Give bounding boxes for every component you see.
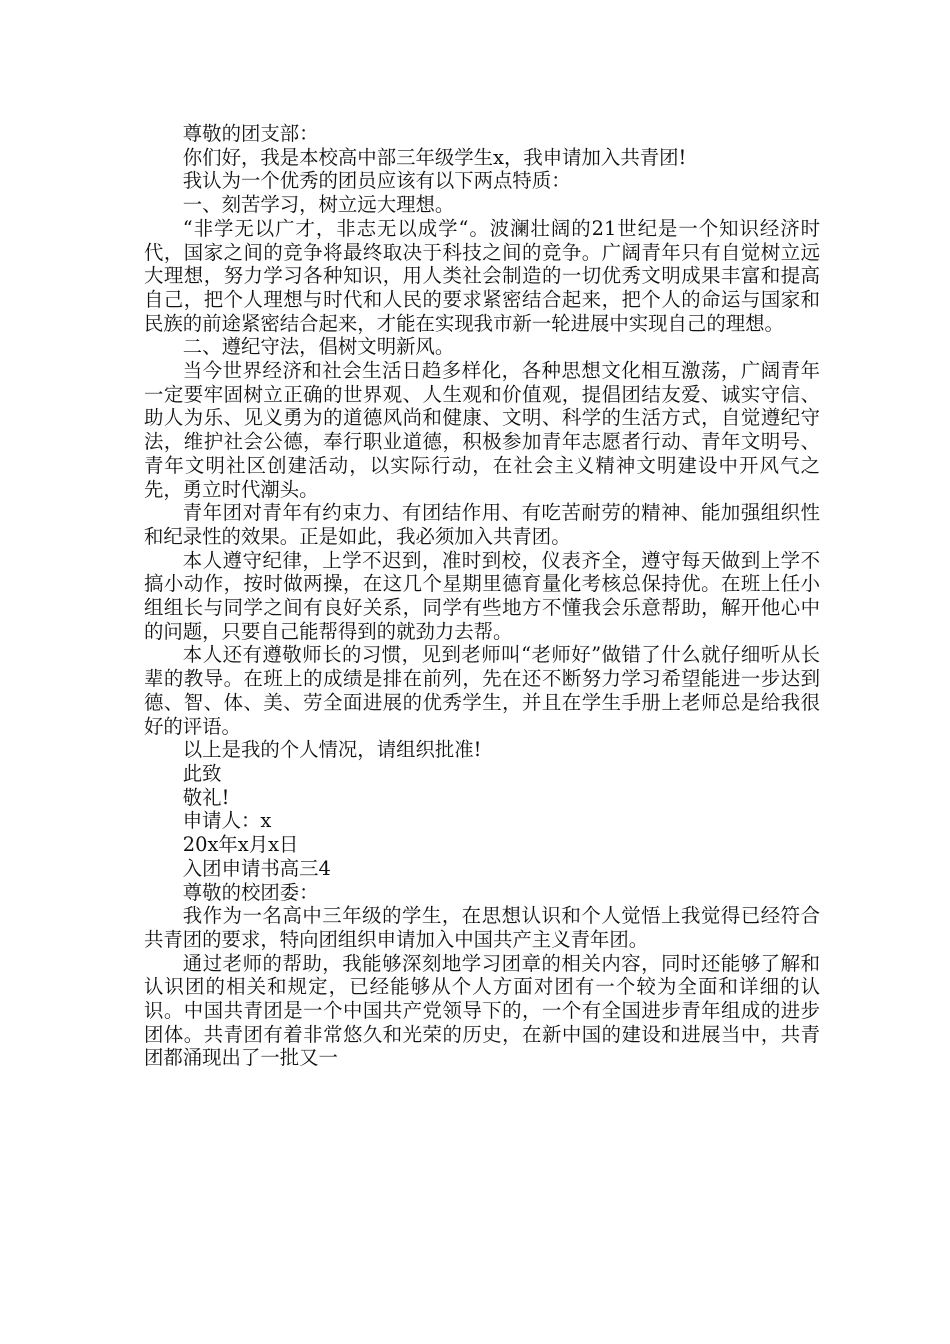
paragraph: 通过老师的帮助，我能够深刻地学习团章的相关内容，同时还能够了解和认识团的相关和规定，已经能够从个人方面对团有一个较为全面和详细的认识。中国共青团是一个中国共产党领导下的，一个有全国进步青年组成的进步团体。共青团有着非常悠久和光荣的历史，在新中国的建设和进展当中，共青团都涌现出了一批又一	[144, 951, 820, 1070]
closing-line: 此致	[182, 761, 222, 785]
paragraph: 当今世界经济和社会生活日趋多样化，各种思想文化相互激荡，广阔青年一定要牢固树立正确的世界观、人生观和价值观，提倡团结友爱、诚实守信、助人为乐、见义勇为的道德风尚和健康、文明、科学的生活方式，自觉遵纪守法，维护社会公德，奉行职业道德，积极参加青年志愿者行动、青年文明号、青年文明社区创建活动，以实际行动，在社会主义精神文明建设中开风气之先，勇立时代潮头。	[144, 359, 820, 501]
applicant-line: 申请人：x	[182, 809, 272, 833]
date-line: 20x年x月x日	[182, 833, 299, 857]
section-title: 入团申请书高三4	[182, 856, 331, 880]
section-heading-2: 二、遵纪守法，倡树文明新风。	[182, 335, 455, 359]
document-body	[144, 122, 820, 1070]
closing-salute: 敬礼!	[182, 785, 230, 809]
paragraph: 你们好，我是本校高中部三年级学生x，我申请加入共青团!	[182, 145, 687, 169]
paragraph: 本人还有遵敬师长的习惯，见到老师叫“老师好”做错了什么就仔细听从长辈的教导。在班上的成绩是排在前列，先在还不断努力学习希望能进一步达到德、智、体、美、劳全面进展的优秀学生，并且在学生手册上老师总是给我很好的评语。	[144, 643, 820, 738]
closing-request: 以上是我的个人情况，请组织批准!	[182, 738, 482, 762]
paragraph: 我认为一个优秀的团员应该有以下两点特质：	[182, 169, 571, 193]
paragraph: “非学无以广才，非志无以成学“。波澜壮阔的21世纪是一个知识经济时代，国家之间的竞争将最终取决于科技之间的竞争。广阔青年只有自觉树立远大理想，努力学习各种知识，用人类社会制造的一切优秀文明成果丰富和提高自己，把个人理想与时代和人民的要求紧密结合起来，把个人的命运与国家和民族的前途紧密结合起来，才能在实现我市新一轮进展中实现自己的理想。	[144, 216, 820, 335]
paragraph: 我作为一名高中三年级的学生，在思想认识和个人觉悟上我觉得已经符合共青团的要求，特向团组织申请加入中国共产主义青年团。	[144, 904, 820, 951]
paragraph: 青年团对青年有约束力、有团结作用、有吃苦耐劳的精神、能加强组织性和纪录性的效果。正是如此，我必须加入共青团。	[144, 501, 820, 548]
section-heading-1: 一、刻苦学习，树立远大理想。	[182, 193, 455, 217]
paragraph: 本人遵守纪律，上学不迟到，准时到校，仪表齐全，遵守每天做到上学不搞小动作，按时做两操，在这几个星期里德育量化考核总保持优。在班上任小组组长与同学之间有良好关系，同学有些地方不懂我会乐意帮助，解开他心中的问题，只要自己能帮得到的就劲力去帮。	[144, 548, 820, 643]
salutation-2: 尊敬的校团委：	[182, 880, 319, 904]
salutation-1: 尊敬的团支部：	[182, 122, 319, 145]
